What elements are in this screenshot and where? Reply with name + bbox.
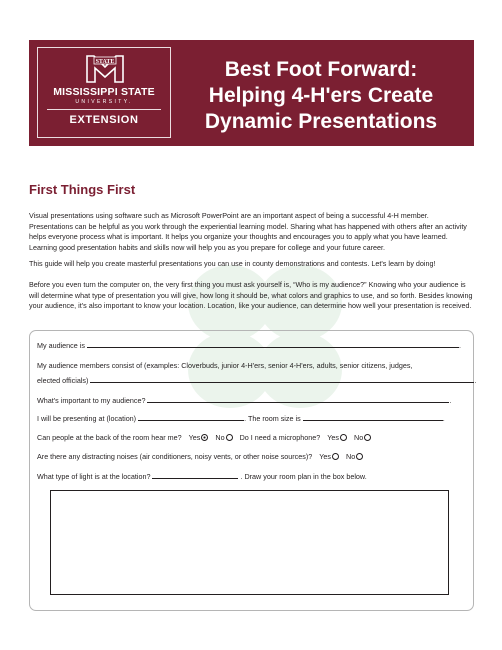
noise-row: Are there any distracting noises (air conditioners, noisy vents, or other noise sources)? Yes No	[37, 452, 363, 461]
room-size-label: The room size is	[247, 414, 301, 423]
room-size-input[interactable]	[303, 414, 443, 421]
audience-row: My audience is .	[37, 341, 461, 350]
university-subtitle: UNIVERSITY.	[75, 99, 133, 105]
members-label: My audience members consist of (examples: Cloverbuds, junior 4-H'ers, senior 4-H'ers, adults, senior citizens, judges,	[37, 361, 413, 370]
logo-divider	[47, 109, 161, 110]
title-line-1: Best Foot Forward:	[224, 58, 418, 81]
extension-label: EXTENSION	[69, 114, 139, 126]
light-label: What type of light is at the location?	[37, 472, 151, 481]
hear-yes-radio[interactable]	[201, 434, 208, 441]
title-line-2: Helping 4-H'ers Create	[208, 84, 434, 107]
important-row: What's important to my audience? .	[37, 396, 452, 405]
hearing-row: Can people at the back of the room hear me? Yes No Do I need a microphone? Yes No	[37, 433, 371, 442]
mic-question: Do I need a microphone?	[239, 433, 321, 442]
msu-emblem-icon	[84, 54, 126, 84]
noise-yes-radio[interactable]	[332, 453, 339, 460]
location-label: I will be presenting at (location)	[37, 414, 137, 423]
draw-instruction: . Draw your room plan in the box below.	[240, 472, 367, 481]
location-input[interactable]	[138, 414, 244, 421]
title-line-3: Dynamic Presentations	[204, 110, 438, 133]
guide-paragraph: This guide will help you create masterful presentations you can use in county demonstrations and contests. Let's learn by doing!	[29, 259, 436, 268]
location-row: I will be presenting at (location) . The room size is .	[37, 414, 445, 423]
section-heading: First Things First	[29, 182, 136, 197]
light-input[interactable]	[152, 472, 238, 479]
intro-paragraph: Visual presentations using software such as Microsoft PowerPoint are an important aspect of being a successful 4-H member. Presentations can be helpful as you work through the experiential learning model. Sharing what has happened with others after an activity helps everyone process what is important. It helps you organize your thoughts and encourages you to apply what you have learned. Learning good presentation habits and skills now will help you as you prepare for college and your future career.	[29, 211, 467, 252]
important-label: What's important to my audience?	[37, 396, 146, 405]
audience-label: My audience is	[37, 341, 85, 350]
members-label-cont: elected officials)	[37, 376, 89, 385]
emblem-text: STATE	[95, 59, 115, 65]
members-row-2: elected officials) .	[37, 376, 477, 385]
mic-no-radio[interactable]	[364, 434, 371, 441]
university-name: MISSISSIPPI STATE	[53, 86, 155, 98]
audience-paragraph: Before you even turn the computer on, the very first thing you must ask yourself is, “Who is my audience?” Knowing who your audience is will determine what type of presentation you will give, how long it should be, what colors and graphics to use, and so forth. Besides knowing your audience, it's also important to know your location. Location, like your audience, can determine how well your presentation is received.	[29, 280, 473, 310]
members-input[interactable]	[90, 376, 474, 383]
mic-yes-radio[interactable]	[340, 434, 347, 441]
audience-input[interactable]	[87, 341, 459, 348]
noise-question: Are there any distracting noises (air conditioners, noisy vents, or other noise sources)?	[37, 452, 313, 461]
important-input[interactable]	[147, 396, 449, 403]
light-row	[37, 472, 367, 481]
noise-no-radio[interactable]	[356, 453, 363, 460]
hear-question: Can people at the back of the room hear me?	[37, 433, 182, 442]
hear-no-radio[interactable]	[226, 434, 233, 441]
room-plan-drawing-box[interactable]	[50, 490, 449, 595]
